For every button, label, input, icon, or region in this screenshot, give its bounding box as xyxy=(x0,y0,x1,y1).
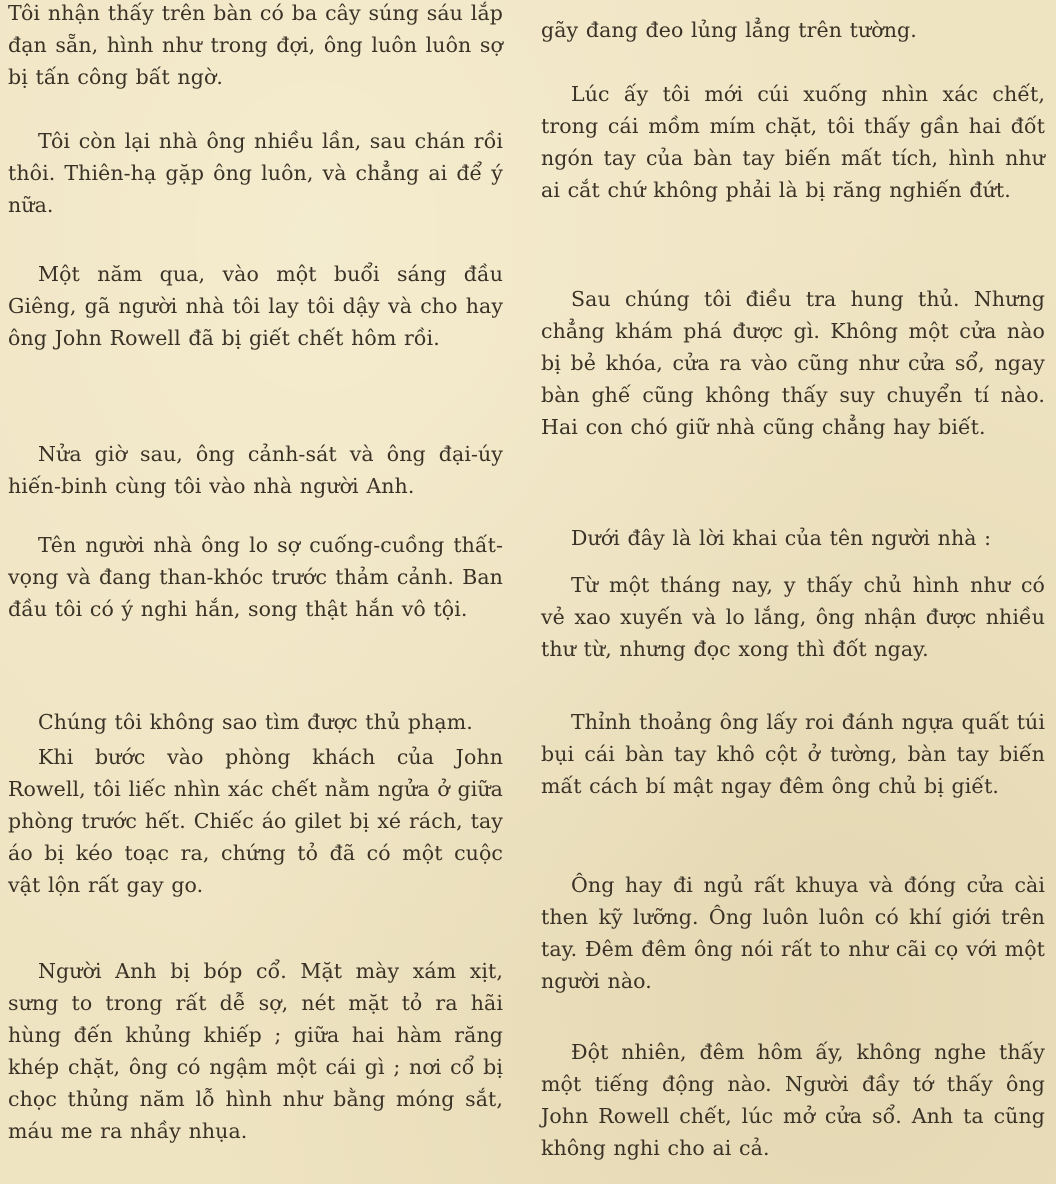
paragraph-investigation: Sau chúng tôi điều tra hung thủ. Nhưng chẳng khám phá được gì. Không một cửa nào bị bẻ khóa, cửa ra vào cũng như cửa sổ, ngay bàn ghế cũng không thấy suy chuyển tí nào. Hai con chó giữ nhà cũng chẳng hay biết. xyxy=(541,287,1045,439)
paragraph-murder-news: Một năm qua, vào một buổi sáng đầu Giêng, gã người nhà tôi lay tôi dậy và cho hay ông John Rowell đã bị giết chết hôm rồi. xyxy=(8,262,503,350)
paragraph-corpse-mouth: Lúc ấy tôi mới cúi xuống nhìn xác chết, trong cái mồm mím chặt, tôi thấy gần hai đốt ngón tay của bàn tay biến mất tích, hình như ai cắt chứ không phải là bị răng nghiến đứt. xyxy=(541,82,1045,202)
right-text-column xyxy=(541,0,1045,1184)
paragraph-servant: Tên người nhà ông lo sợ cuống-cuồng thất-vọng và đang than-khóc trước thảm cảnh. Ban đầu tôi có ý nghi hắn, song thật hắn vô tội. xyxy=(8,533,503,621)
paragraph-no-culprit: Chúng tôi không sao tìm được thủ phạm. xyxy=(38,710,473,734)
paragraph-continued-wall: gãy đang đeo lủng lẳng trên tường. xyxy=(541,18,917,42)
paragraph-living-room: Khi bước vào phòng khách của John Rowell, tôi liếc nhìn xác chết nằm ngửa ở giữa phòng trước hết. Chiếc áo gilet bị xé rách, tay áo bị kéo toạc ra, chứng tỏ đã có một cuộc vật lộn rất gay go. xyxy=(8,745,503,897)
paragraph-visits: Tôi còn lại nhà ông nhiều lần, sau chán rồi thôi. Thiên-hạ gặp ông luôn, và chẳng ai để ý nữa. xyxy=(8,129,503,217)
paragraph-gun-table: Tôi nhận thấy trên bàn có ba cây súng sáu lắp đạn sẵn, hình như trong đợi, ông luôn luôn sợ bị tấn công bất ngờ. xyxy=(8,1,503,89)
paragraph-letters: Từ một tháng nay, y thấy chủ hình như có vẻ xao xuyến và lo lắng, ông nhận được nhiều thư từ, nhưng đọc xong thì đốt ngay. xyxy=(541,573,1045,661)
paragraph-testimony-intro: Dưới đây là lời khai của tên người nhà : xyxy=(571,526,992,550)
left-text-column xyxy=(8,0,503,1184)
paragraph-whip-hand: Thỉnh thoảng ông lấy roi đánh ngựa quất túi bụi cái bàn tay khô cột ở tường, bàn tay biến mất cách bí mật ngay đêm ông chủ bị giết. xyxy=(541,710,1045,798)
paragraph-locked-doors: Ông hay đi ngủ rất khuya và đóng cửa cài then kỹ lưỡng. Ông luôn luôn có khí giới trên tay. Đêm đêm ông nói rất to như cãi cọ với một người nào. xyxy=(541,873,1045,993)
paragraph-strangled: Người Anh bị bóp cổ. Mặt mày xám xịt, sưng to trong rất dễ sợ, nét mặt tỏ ra hãi hùng đến khủng khiếp ; giữa hai hàm răng khép chặt, ông có ngậm một cái gì ; nơi cổ bị chọc thủng năm lỗ hình như bằng móng sắt, máu me ra nhầy nhụa. xyxy=(8,959,503,1143)
paragraph-police-arrival: Nửa giờ sau, ông cảnh-sát và ông đại-úy hiến-binh cùng tôi vào nhà người Anh. xyxy=(8,442,503,498)
paragraph-that-night: Đột nhiên, đêm hôm ấy, không nghe thấy một tiếng động nào. Người đầy tớ thấy ông John Rowell chết, lúc mở cửa sổ. Anh ta cũng không nghi cho ai cả. xyxy=(541,1040,1045,1160)
